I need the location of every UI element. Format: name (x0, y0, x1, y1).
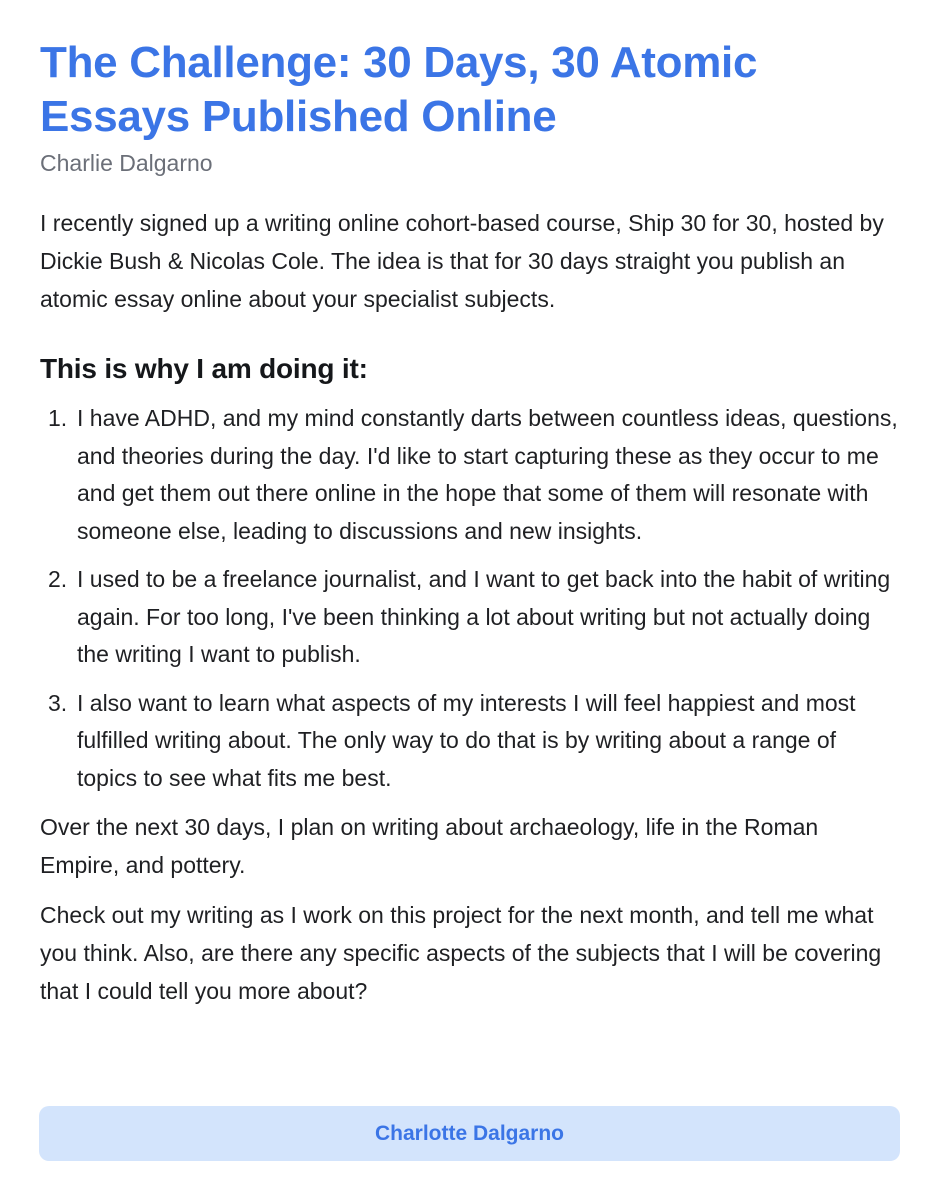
intro-paragraph: I recently signed up a writing online cohort-based course, Ship 30 for 30, hosted by Dickie Bush & Nicolas Cole. The idea is that for 30 days straight you publish an atomic essay online about your specialist subjects. (40, 210, 884, 312)
list-item-number: 1. (48, 405, 68, 431)
reasons-list (40, 400, 900, 797)
list-item (40, 685, 900, 798)
author-profile-button[interactable] (39, 1106, 900, 1161)
article-author: Charlie Dalgarno (40, 150, 213, 176)
next-paragraph: Over the next 30 days, I plan on writing about archaeology, life in the Roman Empire, and pottery. (40, 814, 819, 878)
list-item-text: I have ADHD, and my mind constantly darts between countless ideas, questions, and theories during the day. I'd like to start capturing these as they occur to me and get them out there online in the hope that some of them will resonate with someone else, leading to discussions and new insights. (77, 405, 898, 544)
closing-paragraph: Check out my writing as I work on this project for the next month, and tell me what you think. Also, are there any specific aspects of the subjects that I will be covering that I could tell you more about? (40, 902, 882, 1004)
list-item-number: 3. (48, 689, 68, 716)
section-heading: This is why I am doing it: (40, 353, 368, 384)
author-profile-label: Charlotte Dalgarno (374, 1121, 565, 1145)
list-item (40, 400, 900, 550)
list-item-text: I used to be a freelance journalist, and I want to get back into the habit of writing again. For too long, I've been thinking a lot about writing but not actually doing the writing I want to publish. (77, 566, 891, 667)
article-title: The Challenge: 30 Days, 30 Atomic Essays Published Online (40, 38, 758, 141)
list-item (40, 561, 900, 674)
list-item-text: I also want to learn what aspects of my interests I will feel happiest and most fulfilled writing about. The only way to do that is by writing about a range of topics to see what fits me best. (77, 689, 856, 791)
list-item-number: 2. (48, 566, 68, 592)
